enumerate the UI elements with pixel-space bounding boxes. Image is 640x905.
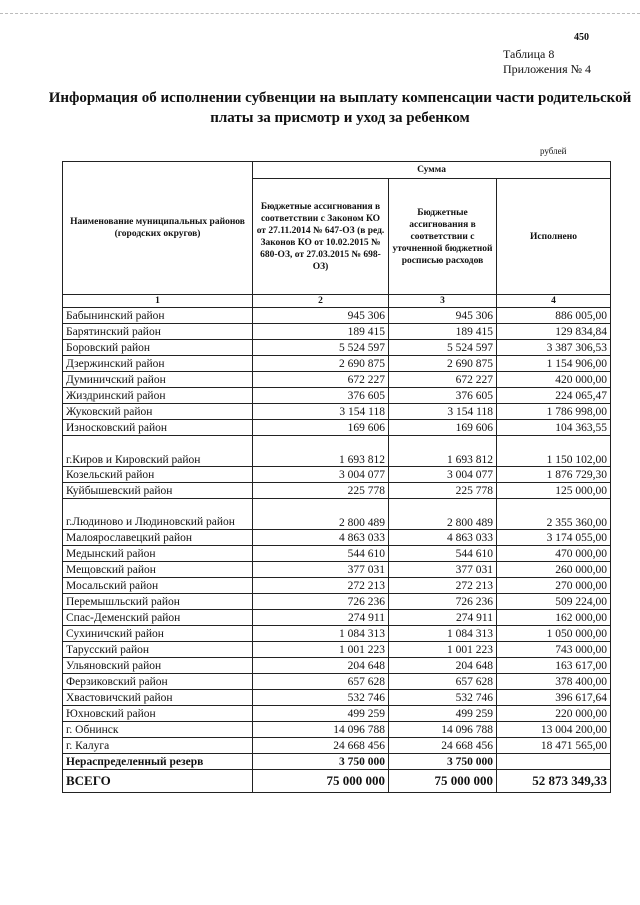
table-row [63,324,611,340]
municipality-name-cell: Нераспределенный резерв [63,754,253,770]
law-allocation-cell: 1 693 812 [253,436,389,467]
municipality-name-cell: Куйбышевский район [63,483,253,499]
refined-allocation-cell: 2 800 489 [389,499,497,530]
municipality-name-cell: Ульяновский район [63,658,253,674]
table-row [63,642,611,658]
refined-allocation-cell: 24 668 456 [389,738,497,754]
table-row [63,530,611,546]
total-law-allocation-cell: 75 000 000 [253,770,389,793]
column-number: 3 [389,295,497,308]
table-row [63,738,611,754]
executed-cell: 224 065,47 [497,388,611,404]
executed-cell: 2 355 360,00 [497,499,611,530]
table-row [63,626,611,642]
municipality-name-cell: Перемышльский район [63,594,253,610]
municipality-name-cell: Боровский район [63,340,253,356]
law-allocation-cell: 1 001 223 [253,642,389,658]
executed-cell: 1 154 906,00 [497,356,611,372]
table-row [63,754,611,770]
header-executed: Исполнено [497,179,611,295]
refined-allocation-cell: 169 606 [389,420,497,436]
law-allocation-cell: 2 800 489 [253,499,389,530]
refined-allocation-cell: 14 096 788 [389,722,497,738]
table-row [63,674,611,690]
law-allocation-cell: 225 778 [253,483,389,499]
column-number: 4 [497,295,611,308]
table-row [63,690,611,706]
table-row [63,499,611,530]
municipality-name-cell: Думиничский район [63,372,253,388]
table-row [63,436,611,467]
municipality-name-cell: Жиздринский район [63,388,253,404]
municipality-name-cell: Мосальский район [63,578,253,594]
refined-allocation-cell: 272 213 [389,578,497,594]
table-row [63,467,611,483]
refined-allocation-cell: 532 746 [389,690,497,706]
municipality-name-cell: Дзержинский район [63,356,253,372]
table-row [63,722,611,738]
executed-cell: 420 000,00 [497,372,611,388]
law-allocation-cell: 945 306 [253,308,389,324]
executed-cell: 396 617,64 [497,690,611,706]
refined-allocation-cell: 3 004 077 [389,467,497,483]
law-allocation-cell: 204 648 [253,658,389,674]
refined-allocation-cell: 2 690 875 [389,356,497,372]
refined-allocation-cell: 5 524 597 [389,340,497,356]
law-allocation-cell: 544 610 [253,546,389,562]
executed-cell: 129 834,84 [497,324,611,340]
executed-cell: 162 000,00 [497,610,611,626]
document-title: Информация об исполнении субвенции на выплату компенсации части родительской платы за присмотр и уход за ребенком [48,90,632,126]
law-allocation-cell: 532 746 [253,690,389,706]
units-label: рублей [540,146,567,156]
municipality-name-cell: Медынский район [63,546,253,562]
subvention-table [62,161,611,793]
law-allocation-cell: 3 154 118 [253,404,389,420]
municipality-name-cell: г.Людиново и Людиновский район [63,499,253,530]
executed-cell: 1 876 729,30 [497,467,611,483]
table-row [63,706,611,722]
table-row [63,420,611,436]
total-refined-allocation-cell: 75 000 000 [389,770,497,793]
law-allocation-cell: 377 031 [253,562,389,578]
table-row [63,308,611,324]
table-label: Таблица 8 [503,47,555,61]
municipality-name-cell: Жуковский район [63,404,253,420]
refined-allocation-cell: 4 863 033 [389,530,497,546]
executed-cell: 743 000,00 [497,642,611,658]
executed-cell: 470 000,00 [497,546,611,562]
municipality-name-cell: г. Обнинск [63,722,253,738]
law-allocation-cell: 2 690 875 [253,356,389,372]
executed-cell: 1 050 000,00 [497,626,611,642]
municipality-name-cell: Юхновский район [63,706,253,722]
law-allocation-cell: 376 605 [253,388,389,404]
municipality-name-cell: Малоярославецкий район [63,530,253,546]
table-row [63,562,611,578]
law-allocation-cell: 24 668 456 [253,738,389,754]
total-label-cell: ВСЕГО [63,770,253,793]
refined-allocation-cell: 1 001 223 [389,642,497,658]
refined-allocation-cell: 1 693 812 [389,436,497,467]
municipality-name-cell: Сухиничский район [63,626,253,642]
municipality-name-cell: Бабынинский район [63,308,253,324]
refined-allocation-cell: 189 415 [389,324,497,340]
law-allocation-cell: 4 863 033 [253,530,389,546]
municipality-name-cell: Мещовский район [63,562,253,578]
law-allocation-cell: 672 227 [253,372,389,388]
header-sum: Сумма [253,162,611,179]
column-number: 2 [253,295,389,308]
law-allocation-cell: 5 524 597 [253,340,389,356]
executed-cell: 125 000,00 [497,483,611,499]
refined-allocation-cell: 945 306 [389,308,497,324]
table-row [63,546,611,562]
executed-cell: 163 617,00 [497,658,611,674]
refined-allocation-cell: 726 236 [389,594,497,610]
executed-cell: 1 150 102,00 [497,436,611,467]
table-row [63,578,611,594]
refined-allocation-cell: 274 911 [389,610,497,626]
executed-cell: 220 000,00 [497,706,611,722]
executed-cell: 378 400,00 [497,674,611,690]
refined-allocation-cell: 499 259 [389,706,497,722]
header-refined-allocations: Бюджетные ассигнования в соответствии с уточненной бюджетной росписью расходов [389,179,497,295]
column-number: 1 [63,295,253,308]
executed-cell [497,754,611,770]
law-allocation-cell: 1 084 313 [253,626,389,642]
executed-cell: 3 174 055,00 [497,530,611,546]
municipality-name-cell: Ферзиковский район [63,674,253,690]
refined-allocation-cell: 544 610 [389,546,497,562]
executed-cell: 18 471 565,00 [497,738,611,754]
page-number: 450 [574,32,589,43]
law-allocation-cell: 3 004 077 [253,467,389,483]
table-row [63,658,611,674]
executed-cell: 886 005,00 [497,308,611,324]
total-executed-cell: 52 873 349,33 [497,770,611,793]
municipality-name-cell: Износковский район [63,420,253,436]
executed-cell: 13 004 200,00 [497,722,611,738]
executed-cell: 104 363,55 [497,420,611,436]
table-row [63,388,611,404]
law-allocation-cell: 272 213 [253,578,389,594]
refined-allocation-cell: 1 084 313 [389,626,497,642]
municipality-name-cell: г. Калуга [63,738,253,754]
municipality-name-cell: Хвастовичский район [63,690,253,706]
law-allocation-cell: 3 750 000 [253,754,389,770]
refined-allocation-cell: 657 628 [389,674,497,690]
municipality-name-cell: Спас-Деменский район [63,610,253,626]
scan-artifact-line [0,13,640,14]
appendix-label: Приложения № 4 [503,62,592,76]
executed-cell: 509 224,00 [497,594,611,610]
table-row [63,594,611,610]
law-allocation-cell: 499 259 [253,706,389,722]
table-row [63,483,611,499]
law-allocation-cell: 189 415 [253,324,389,340]
municipality-name-cell: Барятинский район [63,324,253,340]
law-allocation-cell: 169 606 [253,420,389,436]
refined-allocation-cell: 3 154 118 [389,404,497,420]
refined-allocation-cell: 377 031 [389,562,497,578]
executed-cell: 260 000,00 [497,562,611,578]
refined-allocation-cell: 204 648 [389,658,497,674]
executed-cell: 270 000,00 [497,578,611,594]
law-allocation-cell: 726 236 [253,594,389,610]
header-law-allocations: Бюджетные ассигнования в соответствии с Законом КО от 27.11.2014 № 647-ОЗ (в ред. Законов КО от 10.02.2015 № 680-ОЗ, от 27.03.2015 № 698-ОЗ) [253,179,389,295]
municipality-name-cell: Тарусский район [63,642,253,658]
table-row [63,372,611,388]
municipality-name-cell: Козельский район [63,467,253,483]
table-row [63,610,611,626]
law-allocation-cell: 657 628 [253,674,389,690]
table-row [63,340,611,356]
refined-allocation-cell: 3 750 000 [389,754,497,770]
law-allocation-cell: 274 911 [253,610,389,626]
municipality-name-cell: г.Киров и Кировский район [63,436,253,467]
executed-cell: 3 387 306,53 [497,340,611,356]
executed-cell: 1 786 998,00 [497,404,611,420]
refined-allocation-cell: 376 605 [389,388,497,404]
law-allocation-cell: 14 096 788 [253,722,389,738]
table-row [63,404,611,420]
refined-allocation-cell: 225 778 [389,483,497,499]
header-municipality: Наименование муниципальных районов (городских округов) [63,162,253,295]
table-row [63,356,611,372]
total-row [63,770,611,793]
refined-allocation-cell: 672 227 [389,372,497,388]
